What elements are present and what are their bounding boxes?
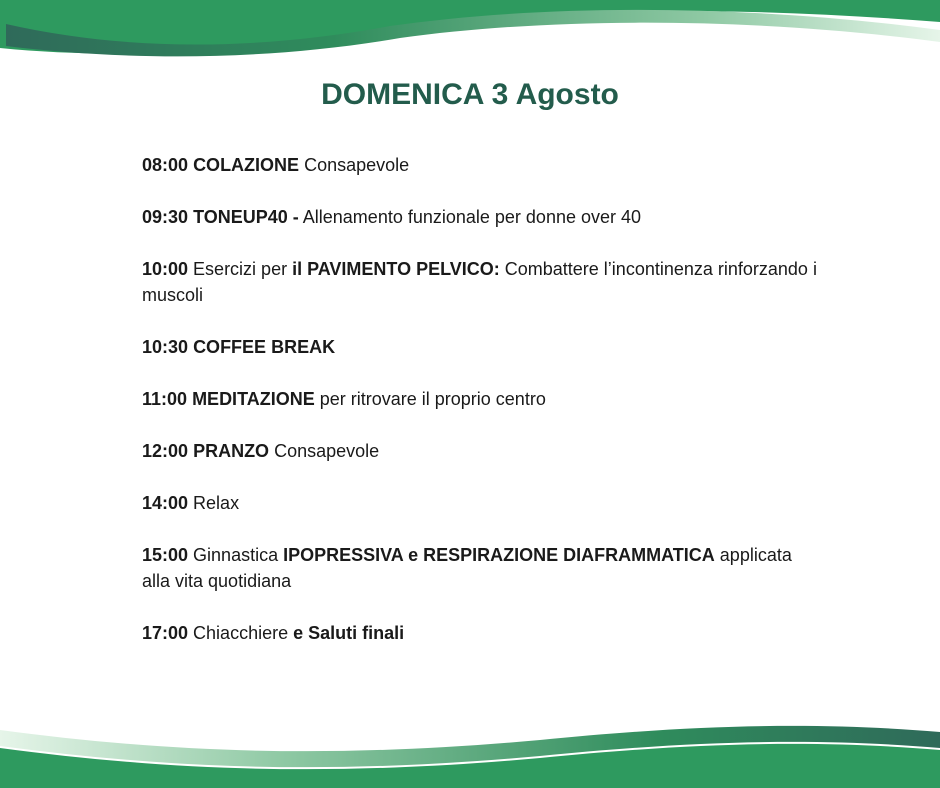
schedule-item — [142, 204, 822, 230]
entry-text: applicata alla vita quotidiana — [142, 545, 792, 591]
schedule-item — [142, 152, 822, 178]
top-wave-decoration — [0, 0, 940, 70]
entry-text: Allenamento funzionale per donne over 40 — [298, 207, 642, 227]
entry-time: 14:00 — [142, 493, 189, 513]
schedule-item — [142, 620, 822, 646]
schedule-item — [142, 542, 822, 594]
schedule-item — [142, 438, 822, 464]
entry-time: 17:00 — [142, 623, 189, 643]
entry-time: 08:00 — [142, 155, 189, 175]
entry-text: Relax — [188, 493, 240, 513]
entry-title: PRANZO — [193, 441, 270, 461]
schedule-item — [142, 490, 822, 516]
entry-text: Combattere l’incontinenza rinforzando i muscoli — [142, 259, 817, 305]
entry-time: 11:00 — [142, 389, 188, 409]
entry-title: il PAVIMENTO PELVICO: — [292, 259, 500, 279]
entry-title: COLAZIONE — [193, 155, 300, 175]
entry-time: 10:00 — [142, 259, 189, 279]
entry-time: 15:00 — [142, 545, 189, 565]
entry-text: Esercizi per — [188, 259, 293, 279]
schedule-item — [142, 386, 822, 412]
schedule-list — [142, 152, 822, 672]
entry-text: Consapevole — [269, 441, 380, 461]
entry-text: Chiacchiere — [188, 623, 294, 643]
entry-title: TONEUP40 - — [193, 207, 299, 227]
page-title: DOMENICA 3 Agosto — [321, 78, 619, 111]
schedule-item — [142, 334, 822, 360]
entry-text: Ginnastica — [188, 545, 284, 565]
entry-title: e Saluti finali — [293, 623, 405, 643]
entry-title: COFFEE BREAK — [193, 337, 336, 357]
entry-title: IPOPRESSIVA e RESPIRAZIONE DIAFRAMMATICA — [283, 545, 715, 565]
schedule-item — [142, 256, 822, 308]
entry-time: 12:00 — [142, 441, 189, 461]
entry-time: 09:30 — [142, 207, 189, 227]
entry-time: 10:30 — [142, 337, 189, 357]
entry-text: per ritrovare il proprio centro — [314, 389, 546, 409]
bottom-wave-decoration — [0, 718, 940, 788]
entry-text: Consapevole — [299, 155, 410, 175]
entry-title: MEDITAZIONE — [192, 389, 315, 409]
